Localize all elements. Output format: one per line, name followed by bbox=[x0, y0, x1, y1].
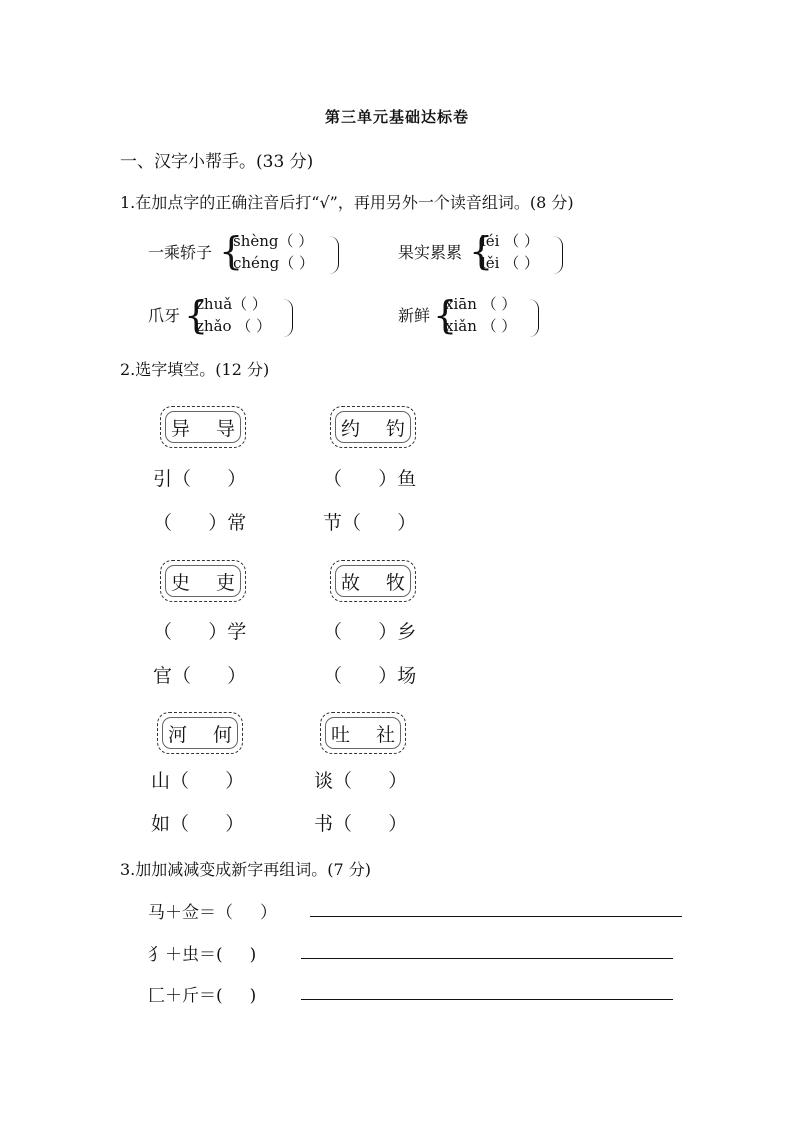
char-option: 吐 bbox=[330, 723, 350, 746]
fill-blank[interactable]: （ ）常 bbox=[153, 512, 247, 534]
section-heading: 一、汉字小帮手。(33 分) bbox=[120, 152, 314, 172]
right-bracket bbox=[550, 236, 563, 274]
fill-blank[interactable]: 官（ ） bbox=[153, 665, 247, 687]
fill-blank[interactable]: 山（ ） bbox=[151, 770, 245, 792]
reading-option[interactable]: chéng（ ） bbox=[233, 254, 314, 272]
q1-word: 新鲜 bbox=[398, 306, 431, 325]
q1-readings bbox=[481, 230, 539, 274]
char-option: 河 bbox=[167, 723, 187, 746]
q1-readings bbox=[445, 293, 516, 337]
q1-word: 一乘轿子 bbox=[148, 243, 213, 262]
char-option: 社 bbox=[376, 723, 396, 746]
right-bracket bbox=[526, 299, 539, 337]
question-1-prompt: 1.在加点字的正确注音后打“√”，再用另外一个读音组词。(8 分) bbox=[120, 193, 574, 212]
char-choice-box bbox=[157, 712, 243, 754]
fill-blank[interactable]: （ ）鱼 bbox=[323, 468, 417, 490]
reading-option[interactable]: shèng（ ） bbox=[233, 232, 314, 250]
reading-option[interactable]: zhuǎ（ ） bbox=[196, 295, 267, 313]
left-brace-icon: { bbox=[184, 293, 209, 337]
character-equation[interactable]: 犭＋虫＝( ) bbox=[148, 945, 257, 965]
character-equation[interactable]: 马＋佥＝（ ） bbox=[148, 903, 278, 923]
char-option: 何 bbox=[213, 723, 233, 746]
fill-blank[interactable]: （ ）乡 bbox=[323, 621, 417, 643]
fill-blank[interactable]: （ ）学 bbox=[153, 621, 247, 643]
char-choice-box bbox=[330, 406, 416, 448]
reading-option[interactable]: zhǎo （ ） bbox=[196, 317, 272, 335]
left-brace-icon: { bbox=[469, 229, 494, 273]
fill-blank[interactable]: 谈（ ） bbox=[314, 770, 408, 792]
q1-readings bbox=[233, 230, 314, 274]
answer-line[interactable] bbox=[301, 999, 673, 1000]
page-title: 第三单元基础达标卷 bbox=[324, 108, 469, 126]
answer-line[interactable] bbox=[310, 916, 682, 917]
char-option: 史 bbox=[170, 571, 190, 594]
fill-blank[interactable]: （ ）场 bbox=[323, 665, 417, 687]
fill-blank[interactable]: 书（ ） bbox=[314, 813, 408, 835]
left-brace-icon: { bbox=[219, 229, 244, 273]
q1-word: 果实累累 bbox=[398, 243, 463, 262]
reading-option[interactable]: xiǎn （ ） bbox=[445, 317, 517, 335]
reading-option[interactable]: xiān （ ） bbox=[445, 295, 517, 313]
fill-blank[interactable]: 节（ ） bbox=[323, 512, 417, 534]
answer-line[interactable] bbox=[301, 958, 673, 959]
q1-word: 爪牙 bbox=[148, 306, 181, 325]
char-choice-box bbox=[160, 560, 246, 602]
right-bracket bbox=[326, 236, 339, 274]
char-choice-box bbox=[330, 560, 416, 602]
char-option: 牧 bbox=[386, 571, 406, 594]
left-brace-icon: { bbox=[433, 293, 458, 337]
q1-readings bbox=[196, 293, 271, 337]
char-option: 约 bbox=[340, 417, 360, 440]
char-choice-box bbox=[160, 406, 246, 448]
reading-option[interactable]: lěi （ ） bbox=[481, 254, 540, 272]
right-bracket bbox=[280, 299, 293, 337]
fill-blank[interactable]: 如（ ） bbox=[151, 813, 245, 835]
char-option: 导 bbox=[216, 417, 236, 440]
fill-blank[interactable]: 引（ ） bbox=[153, 468, 247, 490]
question-2-prompt: 2.选字填空。(12 分) bbox=[120, 360, 270, 379]
char-option: 异 bbox=[170, 417, 190, 440]
question-3-prompt: 3.加加减减变成新字再组词。(7 分) bbox=[120, 860, 372, 879]
char-option: 故 bbox=[340, 571, 360, 594]
char-choice-box bbox=[320, 712, 406, 754]
char-option: 吏 bbox=[216, 571, 236, 594]
char-option: 钓 bbox=[386, 417, 406, 440]
reading-option[interactable]: léi （ ） bbox=[481, 232, 540, 250]
character-equation[interactable]: 匚＋斤＝( ) bbox=[148, 986, 257, 1006]
